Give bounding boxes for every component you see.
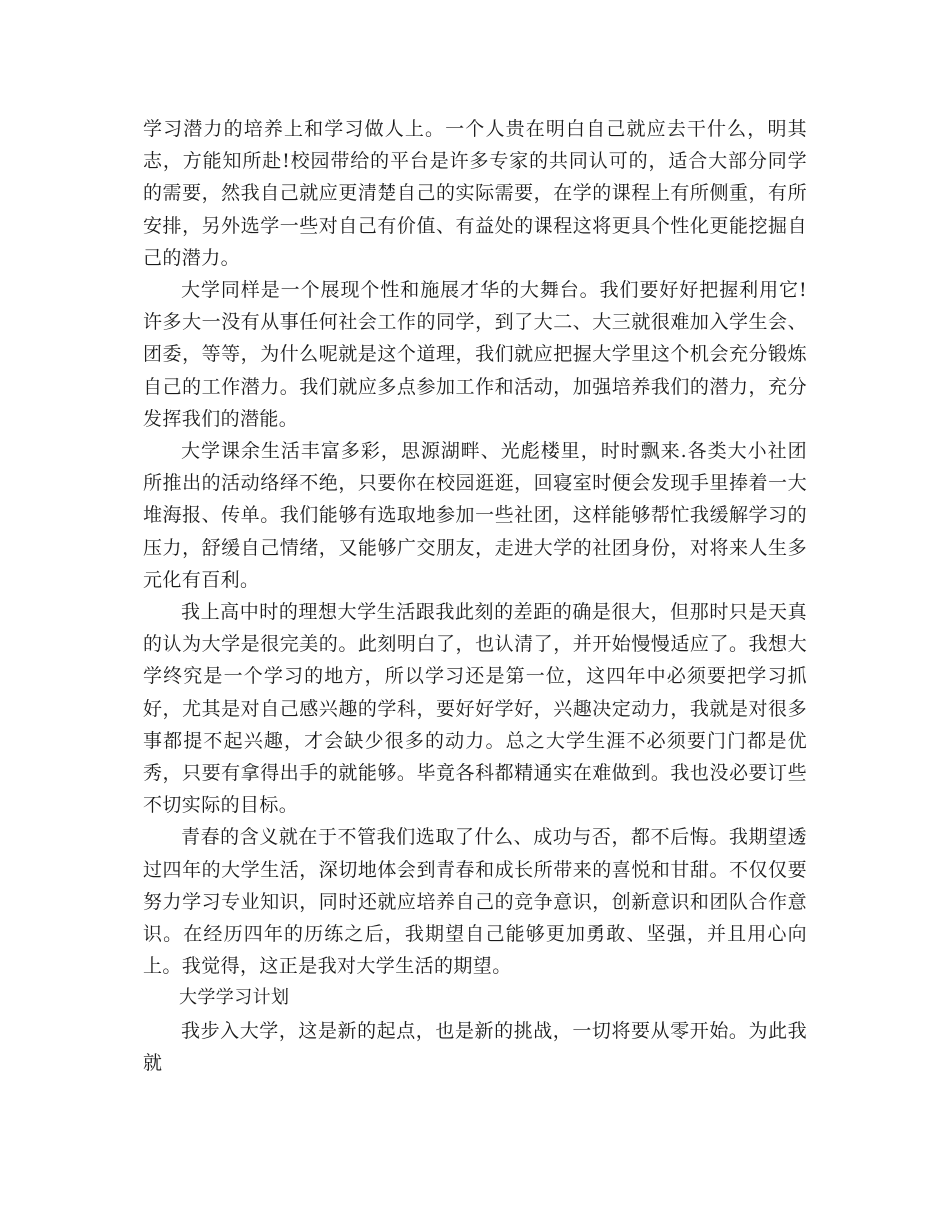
paragraph-youth: 青春的含义就在于不管我们选取了什么、成功与否，都不后悔。我期望透过四年的大学生活，深切地体会到青春和成长所带来的喜悦和甘甜。不仅仅要努力学习专业知识，同时还就应培养自己的竞争意识，创新意识和团队合作意识。在经历四年的历练之后，我期望自己能够更加勇敢、坚强，并且用心向上。我觉得，这正是我对大学生活的期望。 (143, 826, 807, 978)
paragraph-continuation: 学习潜力的培养上和学习做人上。一个人贵在明白自己就应去干什么，明其志，方能知所赴!校园带给的平台是许多专家的共同认可的，适合大部分同学的需要，然我自己就应更清楚自己的实际需要，在学的课程上有所侧重，有所安排，另外选学一些对自己有价值、有益处的课程这将更具个性化更能挖掘自己的潜力。 (143, 118, 807, 269)
paragraph-ideal-life: 我上高中时的理想大学生活跟我此刻的差距的确是很大，但那时只是天真的认为大学是很完美的。此刻明白了，也认清了，并开始慢慢适应了。我想大学终究是一个学习的地方，所以学习还是第一位，这四年中必须要把学习抓好，尤其是对自己感兴趣的学科，要好好学好，兴趣决定动力，我就是对很多事都提不起兴趣，才会缺少很多的动力。总之大学生涯不必须要门门都是优秀，只要有拿得出手的就能够。毕竟各科都精通实在难做到。我也没必要订些不切实际的目标。 (143, 601, 807, 817)
paragraph-clubs: 大学课余生活丰富多彩，思源湖畔、光彪楼里，时时飘来.各类大小社团所推出的活动络绎不绝，只要你在校园逛逛，回寝室时便会发现手里捧着一大堆海报、传单。我们能够有选取地参加一些社团，这样能够帮忙我缓解学习的压力，舒缓自己情绪，又能够广交朋友，走进大学的社团身份，对将来人生多元化有百利。 (143, 440, 807, 591)
section-heading: 大学学习计划 (179, 987, 290, 1009)
paragraph-new-start: 我步入大学，这是新的起点，也是新的挑战，一切将要从零开始。为此我就 (143, 1019, 807, 1074)
document-body (143, 113, 807, 1079)
paragraph-stage: 大学同样是一个展现个性和施展才华的大舞台。我们要好好把握利用它!许多大一没有从事任何社会工作的同学，到了大二、大三就很难加入学生会、团委，等等，为什么呢就是这个道理，我们就应把握大学里这个机会充分锻炼自己的工作潜力。我们就应多点参加工作和活动，加强培养我们的潜力，充分发挥我们的潜能。 (143, 279, 807, 430)
